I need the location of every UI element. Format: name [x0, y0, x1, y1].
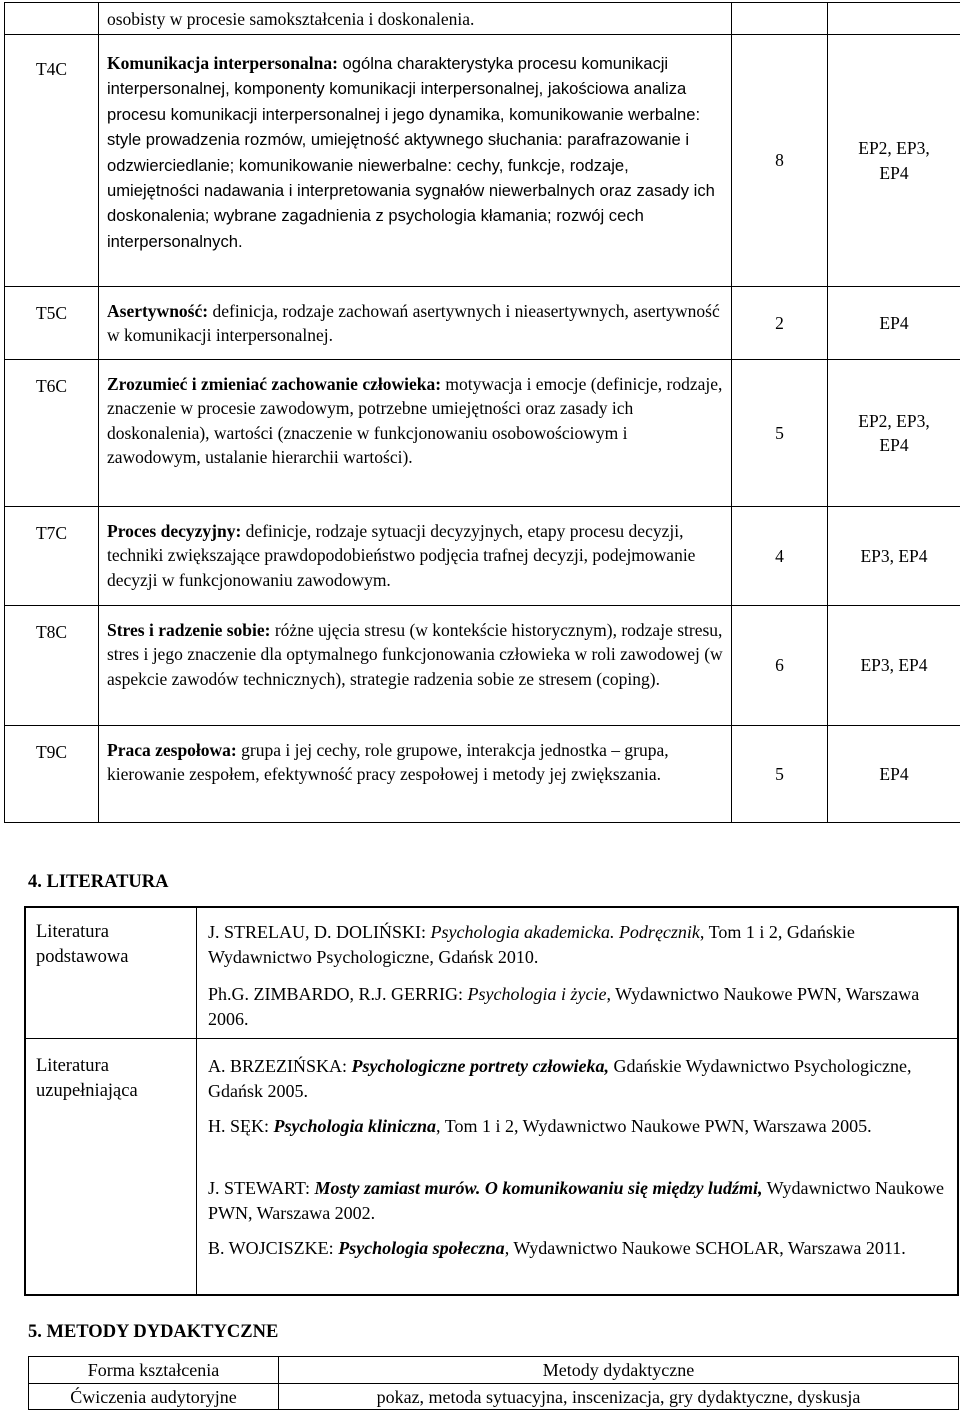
topic-title: Stres i radzenie sobie: [107, 620, 271, 640]
topic-effects: EP3, EP4 [828, 507, 960, 606]
topic-code: T4C [5, 35, 99, 287]
topic-description [99, 35, 732, 287]
topic-hours: 6 [732, 606, 828, 726]
topic-hours: 8 [732, 35, 828, 287]
topic-hours: 5 [732, 360, 828, 507]
table-row [5, 726, 960, 823]
topic-description [99, 360, 732, 507]
topic-text: grupa i jej cechy, role grupowe, interakcja jednostka – grupa, kierowanie zespołem, efektywność pracy zespołowej i metody jej zwiększania. [107, 740, 669, 785]
literature-heading: 4. LITERATURA [28, 872, 169, 892]
table-row [5, 360, 960, 507]
table-row [5, 507, 960, 606]
table-row [29, 1357, 959, 1384]
topic-description [99, 726, 732, 823]
topics-table [4, 2, 960, 823]
topic-effects [828, 3, 960, 35]
topic-text: ogólna charakterystyka procesu komunikacji interpersonalnej, komponenty komunikacji interpersonalnej, jakościowa analiza procesu komunikacji interpersonalnej i jego dynamika, komunikowanie werbalne: style prowadzenia rozmów, umiejętność aktywnego słuchania: parafrazowanie i odzwierciedlanie; komunikowanie niewerbalne: cechy, funkcje, rodzaje, umiejętności nadawania i interpretowania sygnałów niewerbalnych oraz zasady ich doskonalenia; wybrane zagadnienia z psychologia kłamania; rozwój cech interpersonalnych. [107, 54, 715, 251]
topic-effects: EP2, EP3, EP4 [828, 35, 960, 287]
literature-entry: Ph.G. ZIMBARDO, R.J. GERRIG: Psychologia i życie, Wydawnictwo Naukowe PWN, Warszawa 2006. [208, 984, 920, 1029]
topic-effects: EP4 [828, 726, 960, 823]
literature-entry: A. BRZEZIŃSKA: Psychologiczne portrety człowieka, Gdańskie Wydawnictwo Psychologiczne, Gdańsk 2005. [208, 1056, 912, 1101]
topic-description [99, 606, 732, 726]
topic-effects: EP4 [828, 287, 960, 360]
literature-table [24, 906, 959, 1296]
topic-description [99, 3, 732, 35]
table-row [5, 606, 960, 726]
table-row [29, 1384, 959, 1410]
form-cell: Ćwiczenia audytoryjne [29, 1384, 279, 1410]
topic-text: motywacja i emocje (definicje, rodzaje, znaczenie w procesie zawodowym, potrzebne umiejętności oraz zasady ich doskonalenia), wartości (znaczenie w funkcjonowaniu osobowościowym i zawodowym, ustalanie hierarchii wartości). [107, 374, 723, 468]
topic-description [99, 287, 732, 360]
topic-title: Asertywność: [107, 301, 209, 321]
topic-code: T5C [5, 287, 99, 360]
literature-entry: B. WOJCISZKE: Psychologia społeczna, Wydawnictwo Naukowe SCHOLAR, Warszawa 2011. [208, 1238, 906, 1258]
methods-heading: 5. METODY DYDAKTYCZNE [28, 1322, 279, 1342]
row-divider [26, 1038, 957, 1039]
basic-literature-label: Literatura podstawowa [36, 922, 129, 967]
table-row [5, 3, 960, 35]
topic-hours: 4 [732, 507, 828, 606]
supplementary-literature-label: Literatura uzupełniająca [36, 1056, 138, 1101]
literature-entry: J. STEWART: Mosty zamiast murów. O komunikowaniu się między ludźmi, Wydawnictwo Naukowe PWN, Warszawa 2002. [208, 1178, 944, 1223]
topic-code [5, 3, 99, 35]
topic-text: definicje, rodzaje sytuacji decyzyjnych, etapy procesu decyzji, techniki zwiększające prawdopodobieństwo podjęcia trafnej decyzji, podejmowanie decyzji w funkcjonowaniu zawodowym. [107, 521, 696, 590]
literature-entry: H. SĘK: Psychologia kliniczna, Tom 1 i 2, Wydawnictwo Naukowe PWN, Warszawa 2005. [208, 1116, 872, 1136]
topic-title: Proces decyzyjny: [107, 521, 242, 541]
topic-hours: 2 [732, 287, 828, 360]
methods-table [28, 1356, 959, 1410]
topic-title: Zrozumieć i zmieniać zachowanie człowieka: [107, 374, 442, 394]
topic-effects: EP3, EP4 [828, 606, 960, 726]
column-divider [196, 908, 197, 1294]
topic-text: definicja, rodzaje zachowań asertywnych i nieasertywnych, asertywność w komunikacji interpersonalnej. [107, 301, 720, 346]
literature-entry: J. STRELAU, D. DOLIŃSKI: Psychologia akademicka. Podręcznik, Tom 1 i 2, Gdańskie Wydawnictwo Psychologiczne, Gdańsk 2010. [208, 922, 855, 967]
topic-code: T8C [5, 606, 99, 726]
topic-text: osobisty w procesie samokształcenia i doskonalenia. [107, 9, 475, 29]
topic-code: T9C [5, 726, 99, 823]
topic-code: T6C [5, 360, 99, 507]
topic-title: Praca zespołowa: [107, 740, 237, 760]
topic-description [99, 507, 732, 606]
topic-code: T7C [5, 507, 99, 606]
topic-hours [732, 3, 828, 35]
topic-text: różne ujęcia stresu (w kontekście historycznym), rodzaje stresu, stres i jego znaczenie dla optymalnego funkcjonowania człowieka w roli zawodowej (w aspekcie zawodów technicznych), strategie radzenia sobie ze stresem (coping). [107, 620, 723, 689]
column-header: Forma kształcenia [29, 1357, 279, 1384]
table-row [5, 287, 960, 360]
topic-hours: 5 [732, 726, 828, 823]
methods-cell: pokaz, metoda sytuacyjna, inscenizacja, gry dydaktyczne, dyskusja [279, 1384, 959, 1410]
topic-effects: EP2, EP3, EP4 [828, 360, 960, 507]
column-header: Metody dydaktyczne [279, 1357, 959, 1384]
topic-title: Komunikacja interpersonalna: [107, 53, 338, 73]
table-row [5, 35, 960, 287]
